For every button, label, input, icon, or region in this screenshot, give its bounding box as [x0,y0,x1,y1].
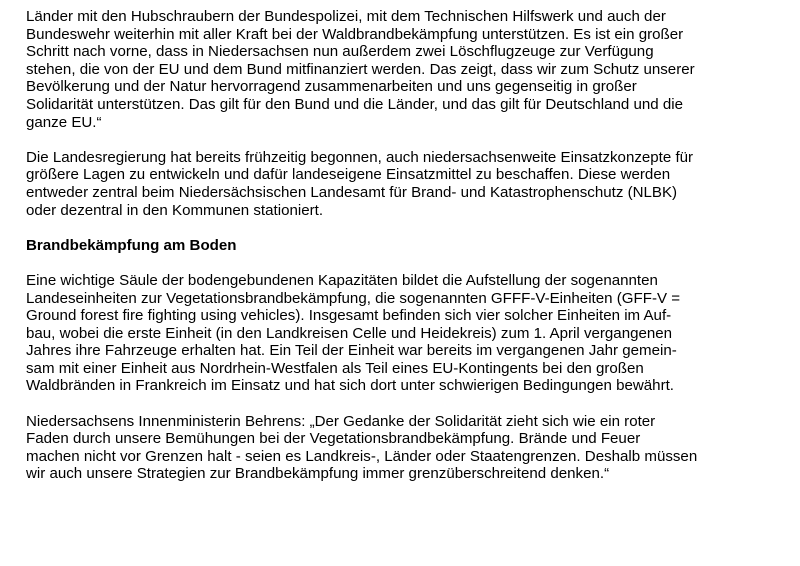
text-line: Länder mit den Hubschraubern der Bundespolizei, mit dem Technischen Hilfswerk und auch der [26,8,666,25]
paragraph-quote-end [26,8,796,131]
text-line: machen nicht vor Grenzen halt - seien es Landkreis-, Länder oder Staatengrenzen. Deshalb müssen [26,447,698,465]
text-line: Schritt nach vorne, dass in Niedersachsen nun außerdem zwei Löschflugzeuge zur Verfügung [26,43,654,61]
text-line: Faden durch unsere Bemühungen bei der Vegetationsbrandbekämpfung. Brände und Feuer [26,430,641,448]
section-heading: Brandbekämpfung am Boden [26,236,237,254]
text-line: wir auch unsere Strategien zur Brandbekämpfung immer grenzüberschreitend denken.“ [26,465,610,483]
text-line: Jahres ihre Fahrzeuge erhalten hat. Ein Teil der Einheit war bereits im vergangenen Jahr gemein- [26,342,677,360]
text-line: Bundeswehr weiterhin mit aller Kraft bei der Waldbrandbekämpfung unterstützen. Es ist ein großer [26,25,684,43]
text-line: Eine wichtige Säule der bodengebundenen Kapazitäten bildet die Aufstellung der sogenannten [26,271,658,289]
text-line: oder dezentral in den Kommunen stationiert. [26,201,324,219]
text-line: stehen, die von der EU und dem Bund mitfinanziert werden. Das zeigt, dass wir zum Schutz unserer [26,60,695,78]
text-line: ganze EU.“ [26,113,102,131]
text-line: Landeseinheiten zur Vegetationsbrandbekämpfung, die sogenannten GFFF-V-Einheiten (GFF-V = [26,289,681,307]
text-line: bau, wobei die erste Einheit (in den Landkreisen Celle und Heidekreis) zum 1. April vergangenen [26,324,673,342]
paragraph-innenministerin-quote [26,413,796,483]
text-line: Solidarität unterstützen. Das gilt für den Bund und die Länder, und das gilt für Deutschland und die [26,95,684,113]
text-line: größere Lagen zu entwickeln und dafür landeseigene Einsatzmittel zu beschaffen. Diese werden [26,166,671,184]
paragraph-landesregierung [26,149,796,219]
text-line: Niedersachsens Innenministerin Behrens: „Der Gedanke der Solidarität zieht sich wie ein roter [26,412,656,430]
text-line: Ground forest fire fighting using vehicles). Insgesamt befinden sich vier solcher Einheiten im Auf- [26,307,672,325]
text-line: entweder zentral beim Niedersächsischen Landesamt für Brand- und Katastrophenschutz (NLBK) [26,183,678,201]
paragraph-landeseinheiten [26,272,796,395]
text-line: Waldbränden in Frankreich im Einsatz und hat sich dort unter schwierigen Bedingungen bewährt. [26,377,674,395]
text-line: Bevölkerung und der Natur hervorragend zusammenarbeiten und uns gegenseitig in großer [26,78,637,96]
text-line: sam mit einer Einheit aus Nordrhein-Westfalen als Teil eines EU-Kontingents bei den großen [26,359,644,377]
text-line: Die Landesregierung hat bereits frühzeitig begonnen, auch niedersachsenweite Einsatzkonzepte für [26,148,694,166]
document-page [26,8,796,501]
